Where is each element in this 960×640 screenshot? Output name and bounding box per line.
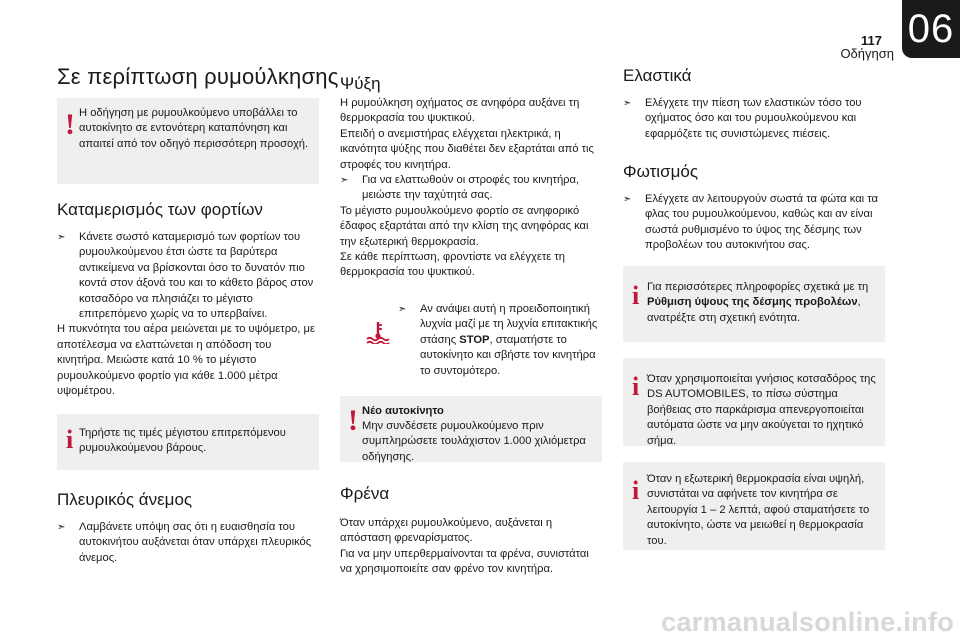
info-box-weight: [57, 414, 319, 470]
cooling-text-1: Η ρυμούλκηση οχήματος σε ανηφόρα αυξάνει τη θερμοκρασία του ψυκτικού.: [340, 97, 580, 125]
cooling-text-3: Το μέγιστο ρυμουλκούμενο φορτίο σε ανηφορικό έδαφος εξαρτάται από την κλίση της ανηφόρας και την εξωτερική θερμοκρασία.: [340, 204, 589, 248]
alert-box-towing: [57, 98, 319, 184]
tyres-section-body: [623, 96, 885, 142]
section-title-tyres: Ελαστικά: [623, 66, 692, 85]
tyres-bullet: ➣ Ελέγχετε την πίεση των ελαστικών τόσο του οχήματος όσο και του ρυμουλκούμενου και εφαρμόζετε τις συνιστώμενες πιέσεις.: [623, 96, 885, 142]
info-box-headlamps-text: Για περισσότερες πληροφορίες σχετικά με τη Ρύθμιση ύψους της δέσμης προβολέων, ανατρέξτε στη σχετική ενότητα.: [647, 281, 869, 324]
section-title-lights: Φωτισμός: [623, 162, 699, 181]
cooling-text-4: Σε κάθε περίπτωση, φροντίστε να ελέγχετε τη θερμοκρασία του ψυκτικού.: [340, 251, 565, 279]
alert-box-text: Η οδήγηση με ρυμουλκούμενο υποβάλλει το αυτοκίνητο σε εντονότερη καταπόνηση και απαιτεί από τον οδηγό περισσότερη προσοχή.: [79, 107, 309, 150]
wind-section-body: [57, 520, 319, 566]
warning-exclamation-icon: !: [65, 108, 75, 141]
info-box-headlamps: [623, 266, 885, 342]
section-title-wind: Πλευρικός άνεμος: [57, 490, 193, 509]
cooling-bullet: ➣ Για να ελαττωθούν οι στροφές του κινητήρα, μειώστε την ταχύτητά σας.: [340, 173, 602, 204]
info-box-temperature-text: Όταν η εξωτερική θερμοκρασία είναι υψηλή, συνιστάται να αφήνετε τον κινητήρα σε λειτουργία 1 – 2 λεπτά, αφού σταματήσετε το αυτοκίνητο, ώστε να μειωθεί η θερμοκρασία του.: [647, 473, 870, 547]
coolant-temperature-warning-icon: [365, 320, 391, 344]
cooling-section-body: [340, 96, 602, 281]
info-icon: i: [66, 425, 74, 454]
brakes-text-2: Για να μην υπερθερμαίνονται τα φρένα, συνιστάται να χρησιμοποιείτε σαν φρένο τον κινητήρα.: [340, 547, 589, 576]
alert-box-new-car: [340, 396, 602, 462]
coolant-warning-box: [340, 290, 602, 380]
info-icon: i: [632, 372, 640, 401]
section-title-towing: Σε περίπτωση ρυμούλκησης: [57, 64, 339, 89]
info-box-weight-text: Τηρήστε τις τιμές μέγιστου επιτρεπόμενου ρυμουλκούμενου βάρους.: [79, 427, 286, 455]
new-car-title: Νέο αυτοκίνητο: [362, 405, 444, 417]
lights-section-body: [623, 192, 885, 254]
brakes-section-body: [340, 516, 602, 578]
load-section-body: [57, 230, 319, 399]
info-icon: i: [632, 281, 640, 310]
info-icon: i: [632, 476, 640, 505]
section-title-load: Καταμερισμός των φορτίων: [57, 200, 263, 219]
load-bullet: ➣ Κάνετε σωστό καταμερισμό των φορτίων του ρυμουλκούμενου έτσι ώστε τα βαρύτερα αντικείμενα να βρίσκονται όσο το δυνατόν πιο κοντά στον άξονά του και το κάθετο βάρος στον κοτσαδόρο να πλησιάζει το μέγιστο επιτρεπόμενο χωρίς να το υπερβαίνει.: [57, 230, 319, 322]
info-box-parking: [623, 358, 885, 446]
info-box-parking-text: Όταν χρησιμοποιείται γνήσιος κοτσαδόρος της DS AUTOMOBILES, το πίσω σύστημα βοήθειας στο παρκάρισμα απενεργοποιείται αυτόματα ώστε να μην ακούγεται το ηχητικό σήμα.: [647, 373, 876, 447]
new-car-text: Μην συνδέσετε ρυμουλκούμενο πριν συμπληρώσετε τουλάχιστον 1.000 χιλιόμετρα οδήγησης.: [362, 420, 586, 463]
cooling-text-2: Επειδή ο ανεμιστήρας ελέγχεται ηλεκτρικά, η ικανότητα ψύξης που διαθέτει δεν εξαρτάται από τις στροφές του κινητήρα.: [340, 127, 594, 171]
chapter-title: Οδήγηση: [840, 46, 894, 61]
brakes-text-1: Όταν υπάρχει ρυμουλκούμενο, αυξάνεται η απόσταση φρεναρίσματος.: [340, 517, 553, 545]
watermark: carmanualsonline.info: [661, 607, 954, 637]
wind-bullet: ➣ Λαμβάνετε υπόψη σας ότι η ευαισθησία του αυτοκινήτου αυξάνεται όταν υπάρχει πλευρικός άνεμος.: [57, 520, 319, 566]
load-text: Η πυκνότητα του αέρα μειώνεται με το υψόμετρο, με αποτέλεσμα να ελαττώνεται η απόδοση του κινητήρα. Μειώστε κατά 10 % το μέγιστο ρυμουλκούμενο φορτίο για κάθε 1.000 μέτρα υψομέτρου.: [57, 323, 315, 398]
chapter-number-badge: 06: [902, 0, 960, 58]
section-title-brakes: Φρένα: [340, 484, 390, 503]
info-box-temperature: [623, 462, 885, 550]
lights-bullet: ➣ Ελέγχετε αν λειτουργούν σωστά τα φώτα και τα φλας του ρυμουλκούμενου, καθώς και αν είναι σωστά ρυθμισμένο το ύψος της δέσμης των προβολέων του αυτοκινήτου σας.: [623, 192, 885, 254]
page-number: 117: [861, 33, 882, 48]
warning-exclamation-icon: !: [348, 404, 358, 437]
coolant-warning-text: ➣ Αν ανάψει αυτή η προειδοποιητική λυχνία μαζί με τη λυχνία επιτακτικής στάσης STOP, σταματήστε το αυτοκίνητο και σβήστε τον κινητήρα το συντομότερο.: [398, 302, 598, 379]
section-title-cooling: Ψύξη: [340, 74, 381, 93]
